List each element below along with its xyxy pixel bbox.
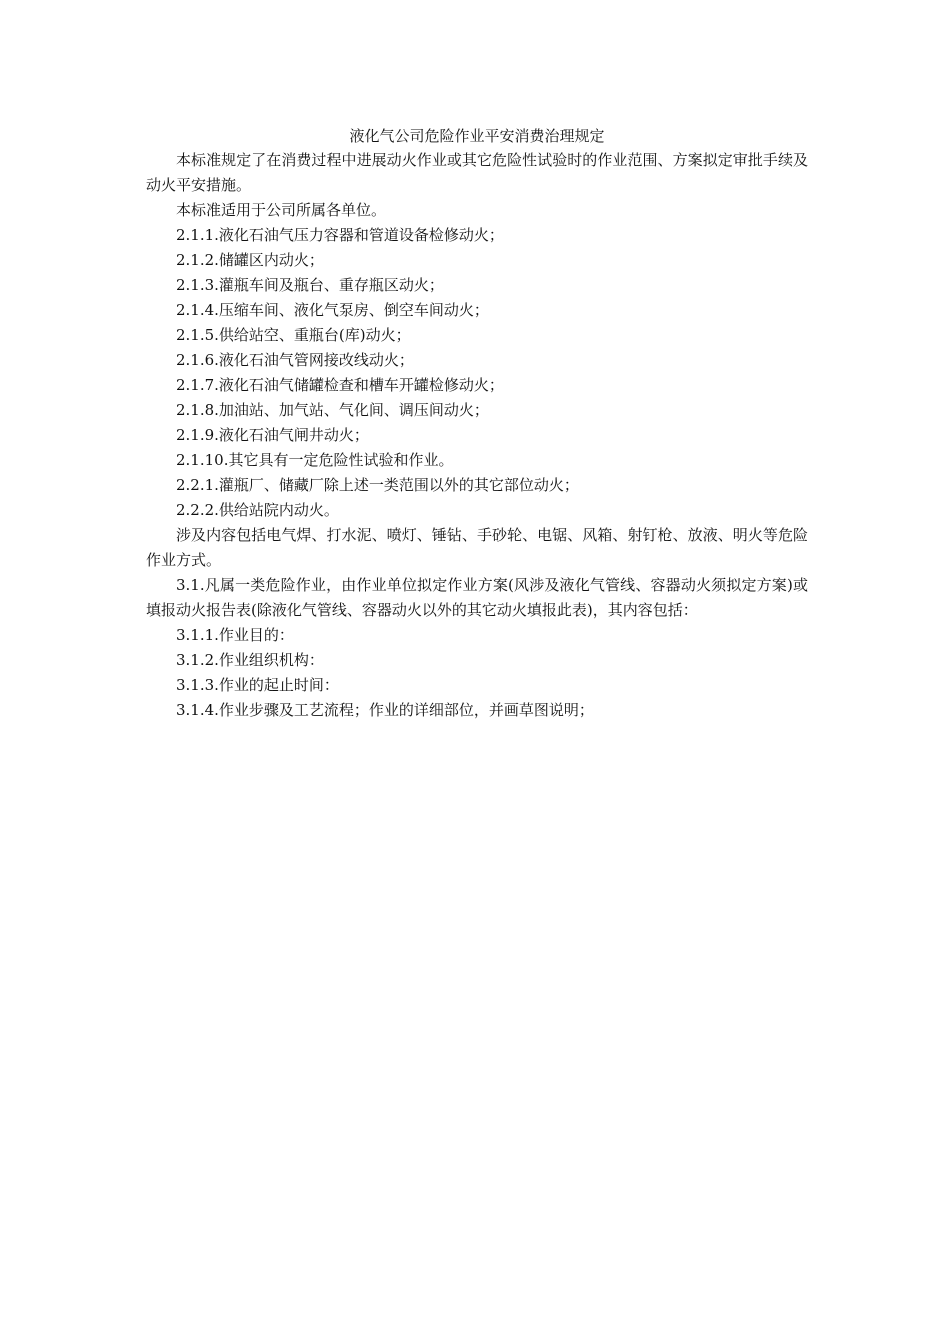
- list-item-2-1-6: 2.1.6.液化石油气管网接改线动火；: [176, 351, 414, 369]
- list-item-2-1-3: 2.1.3.灌瓶车间及瓶台、重存瓶区动火；: [176, 276, 444, 294]
- paragraph-work-types: 涉及内容包括电气焊、打水泥、喷灯、锤钻、手砂轮、电锯、风箱、射钉枪、放液、明火等危险作业方式。: [146, 526, 808, 569]
- document-title: 液化气公司危险作业平安消费治理规定: [349, 127, 605, 145]
- list-item-2-1-1: 2.1.1.液化石油气压力容器和管道设备检修动火；: [176, 226, 504, 244]
- list-item-3-1-1: 3.1.1.作业目的：: [176, 626, 294, 644]
- list-item-2-1-10: 2.1.10.其它具有一定危险性试验和作业。: [176, 451, 454, 469]
- paragraph-scope-statement: 本标准规定了在消费过程中进展动火作业或其它危险性试验时的作业范围、方案拟定审批手续及动火平安措施。: [146, 151, 808, 194]
- document-page: [146, 124, 808, 723]
- list-item-3-1-3: 3.1.3.作业的起止时间：: [176, 676, 339, 694]
- list-item-2-1-7: 2.1.7.液化石油气储罐检查和槽车开罐检修动火；: [176, 376, 504, 394]
- list-item-2-2-1: 2.2.1.灌瓶厂、储藏厂除上述一类范围以外的其它部位动火；: [176, 476, 579, 494]
- list-item-2-1-9: 2.1.9.液化石油气闸井动火；: [176, 426, 369, 444]
- list-item-2-2-2: 2.2.2.供给站院内动火。: [176, 501, 339, 519]
- list-item-3-1-4: 3.1.4.作业步骤及工艺流程；作业的详细部位，并画草图说明；: [176, 701, 594, 719]
- list-item-2-1-2: 2.1.2.储罐区内动火；: [176, 251, 324, 269]
- list-item-2-1-5: 2.1.5.供给站空、重瓶台(库)动火；: [176, 326, 411, 344]
- list-item-2-1-4: 2.1.4.压缩车间、液化气泵房、倒空车间动火；: [176, 301, 489, 319]
- list-item-2-1-8: 2.1.8.加油站、加气站、气化间、调压间动火；: [176, 401, 489, 419]
- paragraph-3-1: 3.1.凡属一类危险作业，由作业单位拟定作业方案(风涉及液化气管线、容器动火须拟定方案)或填报动火报告表(除液化气管线、容器动火以外的其它动火填报此表)，其内容包括：: [146, 576, 808, 619]
- paragraph-applicability: 本标准适用于公司所属各单位。: [176, 201, 387, 219]
- list-item-3-1-2: 3.1.2.作业组织机构：: [176, 651, 324, 669]
